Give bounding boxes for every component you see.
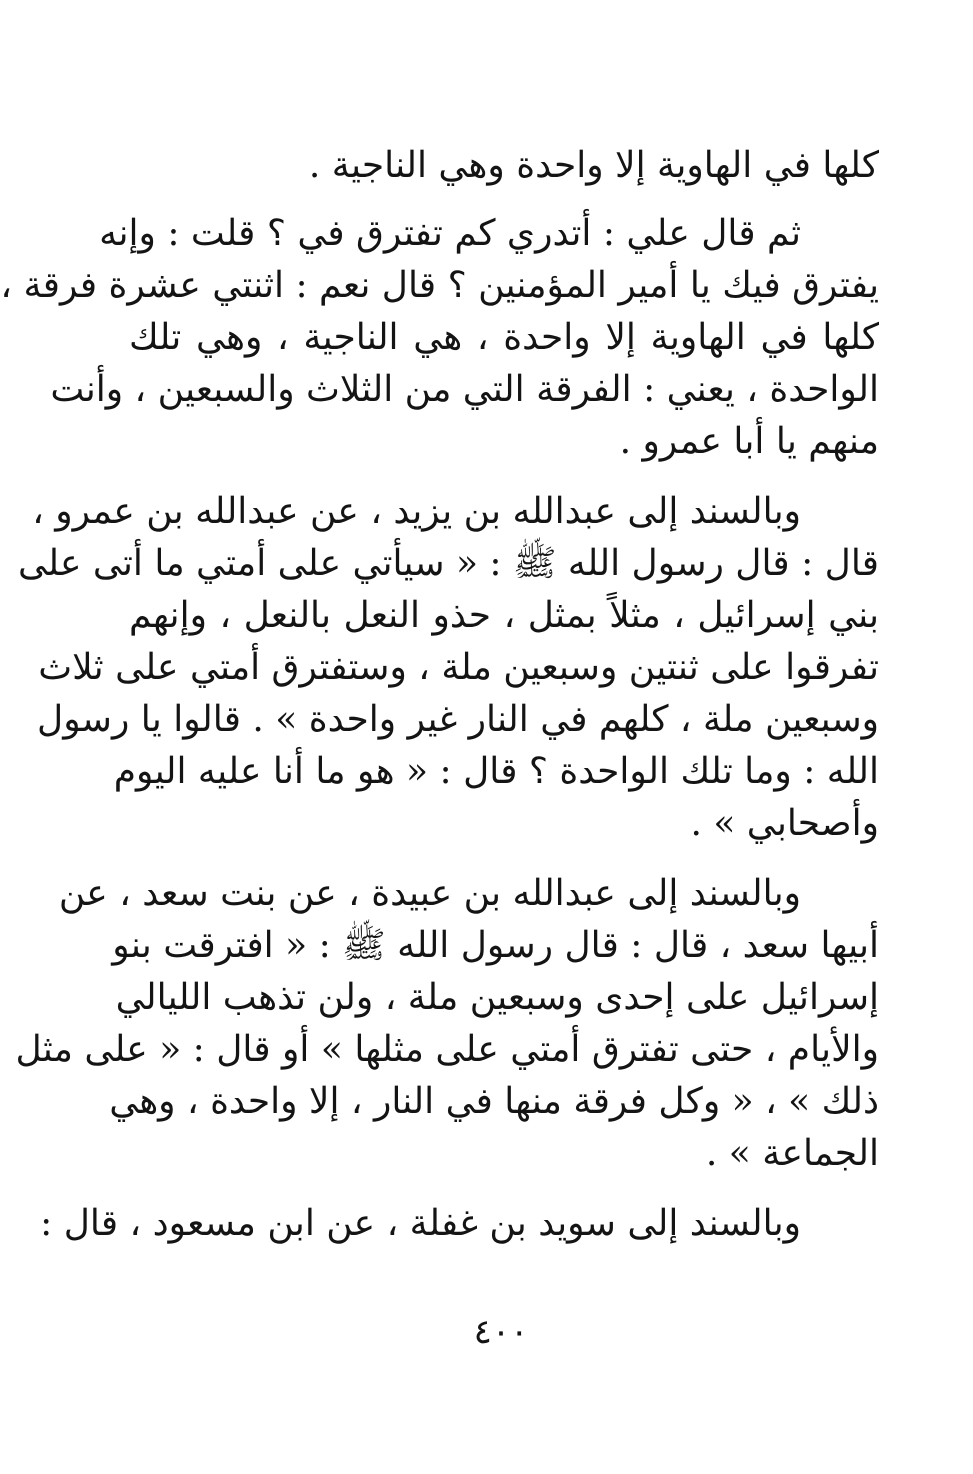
- text-line: وبالسند إلى عبدالله بن يزيد ، عن عبدالله بن عمرو ،: [32, 491, 801, 532]
- text-line: بني إسرائيل ، مثلاً بمثل ، حذو النعل بالنعل ، وإنهم: [129, 595, 879, 636]
- text-line: وأصحابي » .: [690, 803, 879, 844]
- text-line: والأيام ، حتى تفترق أمتي على مثلها » أو قال : « على مثل: [15, 1029, 879, 1070]
- text-line: يفترق فيك يا أمير المؤمنين ؟ قال نعم : اثنتي عشرة فرقة ،: [0, 265, 879, 306]
- text-line: كلها في الهاوية إلا واحدة ، هي الناجية ، وهي تلك: [129, 317, 879, 358]
- text-line: الله : وما تلك الواحدة ؟ قال : « هو ما أنا عليه اليوم: [113, 751, 879, 792]
- text-line: تفرقوا على ثنتين وسبعين ملة ، وستفترق أمتي على ثلاث: [38, 647, 879, 688]
- text-line: وبالسند إلى عبدالله بن عبيدة ، عن بنت سعد ، عن: [58, 873, 801, 914]
- text-line: الجماعة » .: [705, 1133, 879, 1174]
- paragraph-5: [40, 1198, 879, 1250]
- text-line: وسبعين ملة ، كلهم في النار غير واحدة » . قالوا يا رسول: [37, 699, 879, 740]
- paragraph-4: [15, 868, 879, 1180]
- paragraph-1: [129, 140, 879, 192]
- text-line: إسرائيل على إحدى وسبعين ملة ، ولن تذهب الليالي: [115, 977, 879, 1018]
- paragraph-2: [0, 208, 879, 468]
- text-line: منهم يا أبا عمرو .: [619, 421, 879, 462]
- body-text: [0, 140, 879, 1250]
- text-line: وبالسند إلى سويد بن غفلة ، عن ابن مسعود ، قال :: [40, 1203, 801, 1244]
- text-line: ذلك » ، « وكل فرقة منها في النار ، إلا واحدة ، وهي: [109, 1081, 879, 1122]
- text-line: كلها في الهاوية إلا واحدة وهي الناجية .: [308, 145, 879, 186]
- paragraph-3: [18, 486, 879, 850]
- text-line: الواحدة ، يعني : الفرقة التي من الثلاث والسبعين ، وأنت: [50, 369, 879, 410]
- text-line: ثم قال علي : أتدري كم تفترق في ؟ قلت : وإنه: [99, 213, 801, 254]
- page-number: ٤٠٠: [473, 1312, 529, 1352]
- text-line: قال : قال رسول الله ﷺ : « سيأتي على أمتي ما أتى على: [18, 543, 879, 584]
- text-line: أبيها سعد ، قال : قال رسول الله ﷺ : « افترقت بنو: [112, 925, 879, 966]
